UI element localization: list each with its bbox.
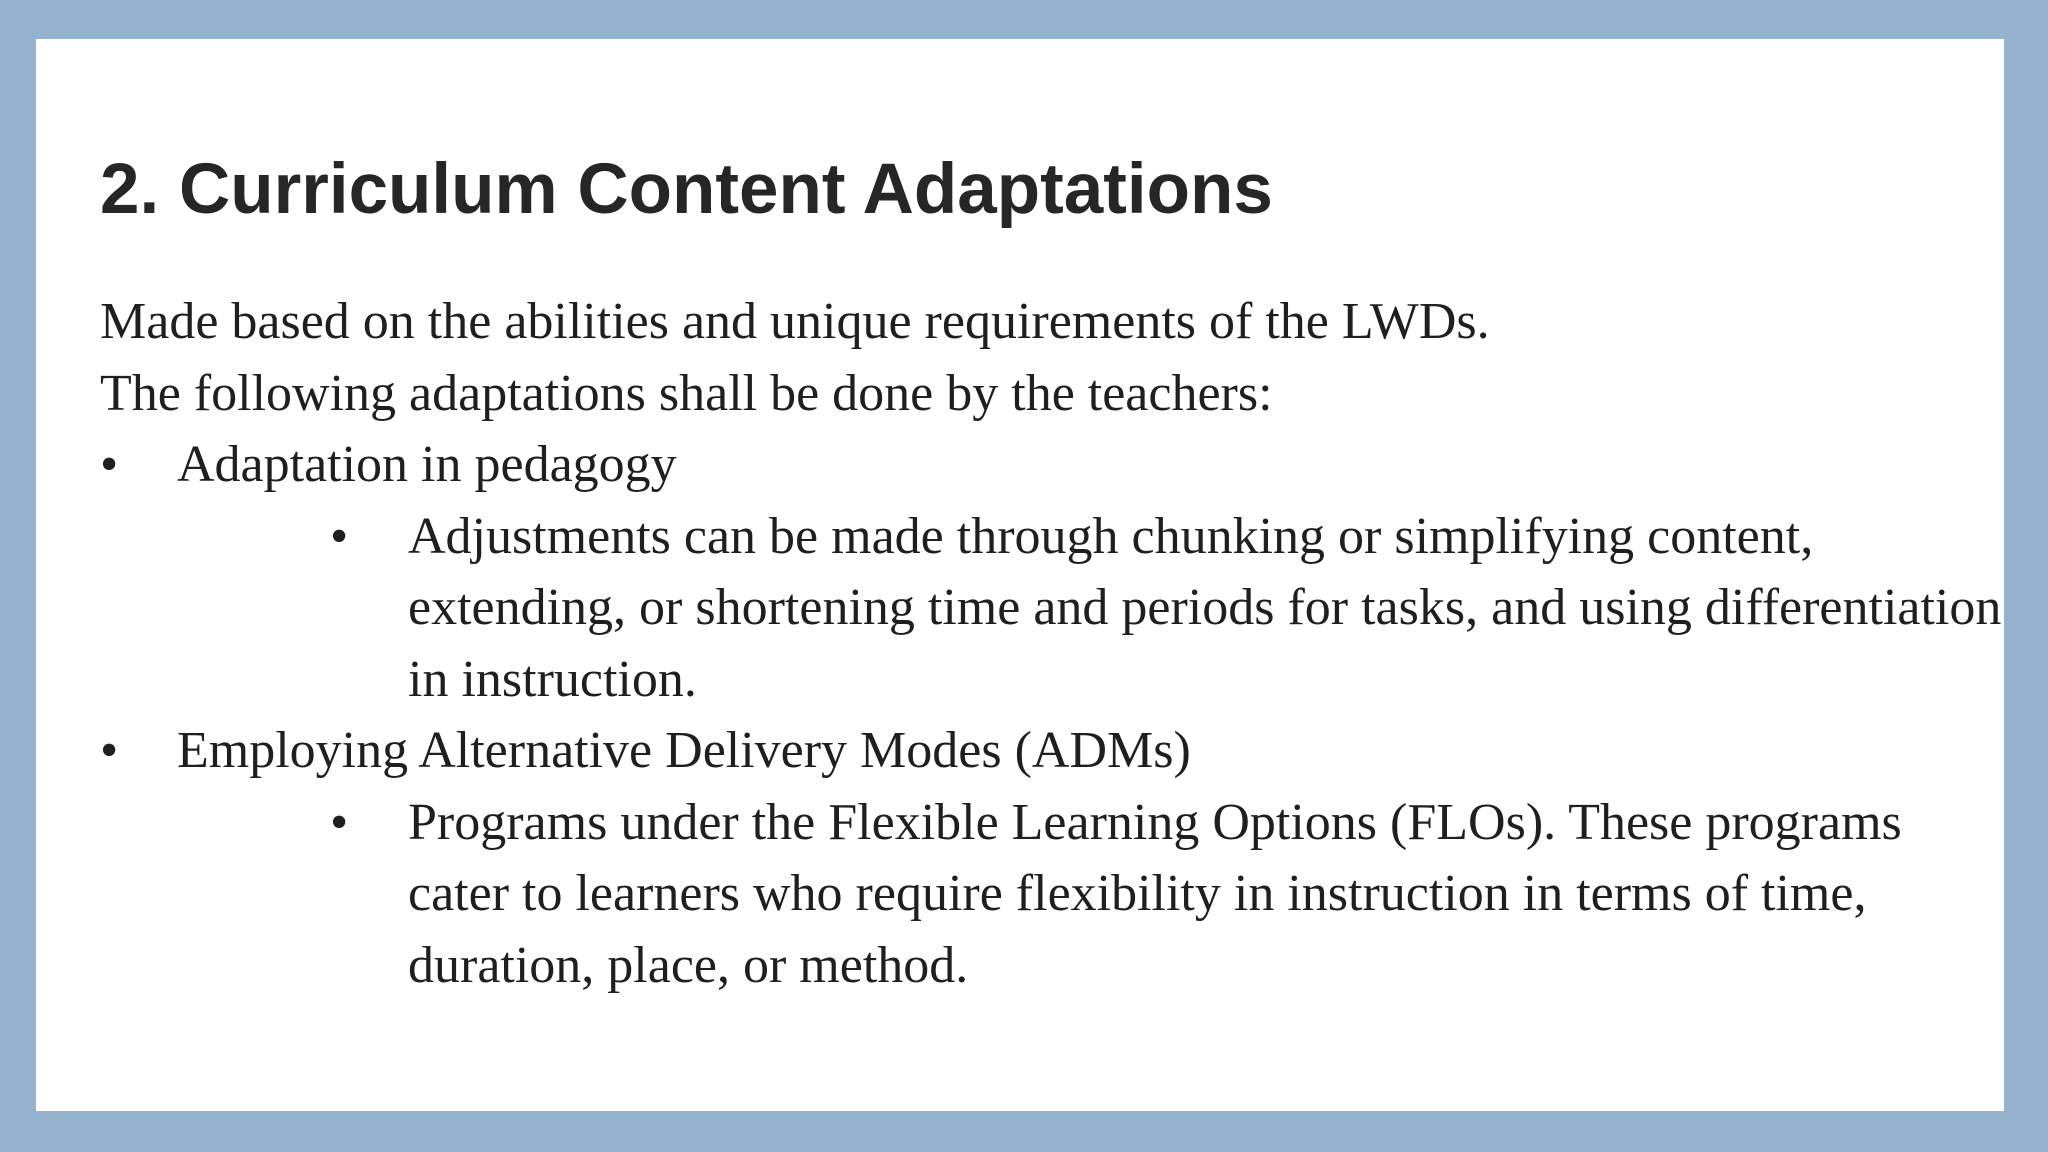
sub-bullet-item-adms [100, 787, 1990, 1002]
slide-title: 2. Curriculum Content Adaptations [100, 150, 1273, 229]
sub-bullet-text: Adjustments can be made through chunking or simplifying content, extending, or shortening time and periods for tasks, and using differentiation in instruction. [408, 507, 2002, 708]
sub-bullet-text: Programs under the Flexible Learning Options (FLOs). These programs cater to learners who require flexibility in instruction in terms of time, duration, place, or method. [408, 793, 1902, 994]
bullet-item-pedagogy [100, 429, 1990, 501]
bullet-dot-icon: • [100, 436, 119, 493]
slide-body [100, 286, 2002, 1001]
sub-bullet-dot-icon: • [330, 793, 349, 851]
bullet-dot-icon: • [100, 722, 119, 779]
sub-bullet-dot-icon: • [330, 507, 349, 565]
slide-canvas [36, 39, 2004, 1111]
intro-line-1: Made based on the abilities and unique requirements of the LWDs. [100, 293, 1490, 350]
bullet-item-adms [100, 715, 1990, 787]
intro-line-2: The following adaptations shall be done by the teachers: [100, 364, 1273, 422]
sub-bullet-item-pedagogy [100, 501, 2002, 716]
bullet-text: Employing Alternative Delivery Modes (ADMs) [177, 722, 1191, 779]
bullet-text: Adaptation in pedagogy [177, 436, 677, 493]
